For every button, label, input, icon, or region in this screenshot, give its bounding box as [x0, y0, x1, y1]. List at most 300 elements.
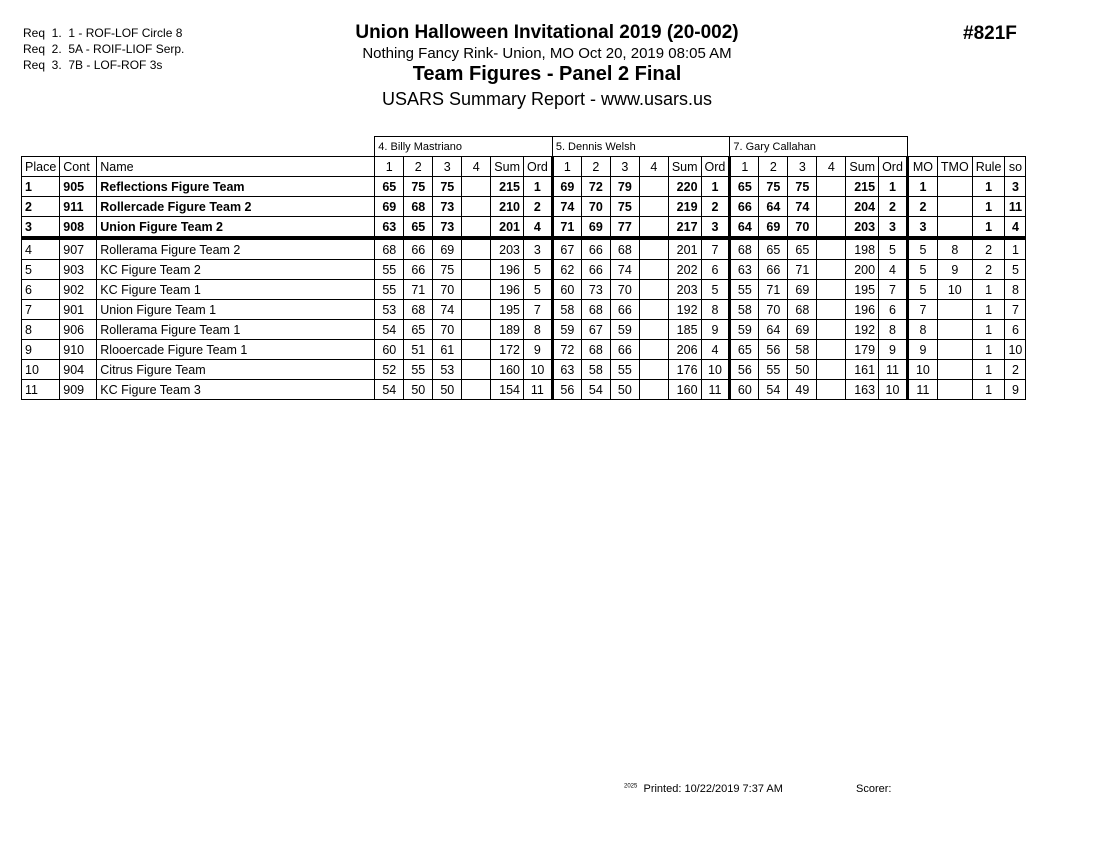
so-cell: 8 — [1005, 280, 1026, 300]
table-row — [22, 217, 1026, 239]
mo-cell: 8 — [907, 320, 937, 340]
score-cell — [462, 320, 491, 340]
col-j3-score-4: 4 — [817, 157, 846, 177]
tmo-cell — [937, 300, 972, 320]
sum-cell: 220 — [668, 177, 701, 197]
score-cell: 73 — [433, 217, 462, 239]
ord-cell: 6 — [701, 260, 730, 280]
event-name: Union Halloween Invitational 2019 (20-002) — [355, 22, 739, 43]
mo-cell: 10 — [907, 360, 937, 380]
score-cell: 70 — [433, 280, 462, 300]
score-cell: 56 — [730, 360, 759, 380]
name-cell: Reflections Figure Team — [97, 177, 375, 197]
rule-cell: 1 — [972, 300, 1005, 320]
table-row — [22, 300, 1026, 320]
score-cell: 74 — [610, 260, 639, 280]
score-cell: 74 — [552, 197, 581, 217]
rule-cell: 1 — [972, 217, 1005, 239]
col-j3-score-3: 3 — [788, 157, 817, 177]
score-cell: 58 — [730, 300, 759, 320]
score-cell: 64 — [759, 197, 788, 217]
col-name: Name — [97, 157, 375, 177]
table-row — [22, 280, 1026, 300]
ord-cell: 9 — [701, 320, 730, 340]
score-cell — [462, 197, 491, 217]
score-cell: 67 — [581, 320, 610, 340]
score-cell: 69 — [759, 217, 788, 239]
score-cell: 66 — [759, 260, 788, 280]
col-j1-score-2: 2 — [404, 157, 433, 177]
col-j2-score-1: 1 — [552, 157, 581, 177]
score-cell: 54 — [581, 380, 610, 400]
score-cell — [639, 238, 668, 260]
tmo-cell — [937, 177, 972, 197]
place-cell: 8 — [22, 320, 60, 340]
score-cell: 69 — [552, 177, 581, 197]
tmo-cell: 9 — [937, 260, 972, 280]
col-j3-score-1: 1 — [730, 157, 759, 177]
ord-cell: 10 — [701, 360, 730, 380]
score-cell: 72 — [552, 340, 581, 360]
print-info — [624, 783, 783, 795]
tmo-cell — [937, 380, 972, 400]
name-cell: Citrus Figure Team — [97, 360, 375, 380]
col-j2-score-4: 4 — [639, 157, 668, 177]
score-cell: 71 — [404, 280, 433, 300]
cont-cell: 908 — [60, 217, 97, 239]
col-j2-ord: Ord — [701, 157, 730, 177]
mo-cell: 9 — [907, 340, 937, 360]
score-cell: 68 — [788, 300, 817, 320]
col-j3-sum: Sum — [846, 157, 879, 177]
score-cell: 70 — [759, 300, 788, 320]
requirement-1: Req 1. 1 - ROF-LOF Circle 8 — [23, 26, 183, 40]
ord-cell: 9 — [879, 340, 908, 360]
place-cell: 11 — [22, 380, 60, 400]
tmo-cell — [937, 360, 972, 380]
ord-cell: 6 — [879, 300, 908, 320]
cont-cell: 906 — [60, 320, 97, 340]
version-stamp: 2025 — [624, 783, 638, 790]
score-cell: 75 — [788, 177, 817, 197]
score-cell — [639, 217, 668, 239]
rule-cell: 1 — [972, 380, 1005, 400]
ord-cell: 2 — [523, 197, 552, 217]
cont-cell: 904 — [60, 360, 97, 380]
ord-cell: 11 — [701, 380, 730, 400]
score-cell: 65 — [759, 238, 788, 260]
score-cell — [639, 360, 668, 380]
so-cell: 10 — [1005, 340, 1026, 360]
tmo-cell: 8 — [937, 238, 972, 260]
score-cell — [817, 260, 846, 280]
score-cell: 70 — [581, 197, 610, 217]
mo-cell: 2 — [907, 197, 937, 217]
scorer-label: Scorer: — [856, 783, 892, 795]
score-cell: 68 — [730, 238, 759, 260]
rule-cell: 1 — [972, 177, 1005, 197]
sum-cell: 154 — [491, 380, 524, 400]
score-cell: 55 — [759, 360, 788, 380]
score-cell — [462, 238, 491, 260]
col-j2-score-3: 3 — [610, 157, 639, 177]
mo-cell: 11 — [907, 380, 937, 400]
ord-cell: 4 — [879, 260, 908, 280]
score-cell: 68 — [581, 300, 610, 320]
table-row — [22, 197, 1026, 217]
ord-cell: 5 — [523, 280, 552, 300]
cont-cell: 910 — [60, 340, 97, 360]
report-code: #821F — [963, 23, 1017, 44]
table-row — [22, 238, 1026, 260]
score-cell: 73 — [581, 280, 610, 300]
sum-cell: 192 — [846, 320, 879, 340]
rule-cell: 1 — [972, 360, 1005, 380]
sum-cell: 196 — [846, 300, 879, 320]
score-cell — [817, 238, 846, 260]
score-cell — [817, 197, 846, 217]
ord-cell: 7 — [879, 280, 908, 300]
judge-header-3: 7. Gary Callahan — [730, 137, 908, 157]
score-cell — [462, 280, 491, 300]
tmo-cell: 10 — [937, 280, 972, 300]
table-row — [22, 340, 1026, 360]
ord-cell: 10 — [523, 360, 552, 380]
score-cell: 50 — [788, 360, 817, 380]
score-cell — [462, 360, 491, 380]
ord-cell: 11 — [523, 380, 552, 400]
score-cell: 54 — [375, 320, 404, 340]
score-cell: 60 — [552, 280, 581, 300]
rule-cell: 2 — [972, 260, 1005, 280]
score-cell: 58 — [552, 300, 581, 320]
col-cont: Cont — [60, 157, 97, 177]
ord-cell: 8 — [879, 320, 908, 340]
sum-cell: 203 — [846, 217, 879, 239]
mo-cell: 3 — [907, 217, 937, 239]
sum-cell: 217 — [668, 217, 701, 239]
tmo-cell — [937, 197, 972, 217]
table-row — [22, 177, 1026, 197]
score-cell: 51 — [404, 340, 433, 360]
score-cell — [817, 360, 846, 380]
place-cell: 7 — [22, 300, 60, 320]
score-cell: 66 — [610, 300, 639, 320]
col-j1-score-1: 1 — [375, 157, 404, 177]
printed-date: Printed: 10/22/2019 7:37 AM — [643, 783, 783, 795]
ord-cell: 3 — [523, 238, 552, 260]
sum-cell: 160 — [491, 360, 524, 380]
sum-cell: 192 — [668, 300, 701, 320]
score-cell: 66 — [404, 238, 433, 260]
judge-header-1: 4. Billy Mastriano — [375, 137, 553, 157]
score-cell: 64 — [759, 320, 788, 340]
sum-cell: 189 — [491, 320, 524, 340]
name-cell: Union Figure Team 1 — [97, 300, 375, 320]
score-cell: 59 — [552, 320, 581, 340]
requirement-3: Req 3. 7B - LOF-ROF 3s — [23, 58, 163, 72]
score-cell: 52 — [375, 360, 404, 380]
sum-cell: 200 — [846, 260, 879, 280]
score-cell — [639, 320, 668, 340]
judge-header-2: 5. Dennis Welsh — [552, 137, 730, 157]
score-cell: 66 — [581, 260, 610, 280]
col-so: so — [1005, 157, 1026, 177]
score-cell: 75 — [404, 177, 433, 197]
score-cell: 65 — [730, 177, 759, 197]
sum-cell: 201 — [668, 238, 701, 260]
score-cell — [639, 177, 668, 197]
col-rule: Rule — [972, 157, 1005, 177]
score-cell: 70 — [433, 320, 462, 340]
place-cell: 2 — [22, 197, 60, 217]
mo-cell: 7 — [907, 300, 937, 320]
score-cell: 63 — [552, 360, 581, 380]
score-cell: 61 — [433, 340, 462, 360]
col-mo: MO — [907, 157, 937, 177]
score-cell: 54 — [375, 380, 404, 400]
rule-cell: 1 — [972, 197, 1005, 217]
tmo-cell — [937, 340, 972, 360]
sum-cell: 160 — [668, 380, 701, 400]
score-cell: 60 — [375, 340, 404, 360]
score-cell — [817, 300, 846, 320]
cont-cell: 905 — [60, 177, 97, 197]
table-row — [22, 320, 1026, 340]
place-cell: 10 — [22, 360, 60, 380]
report-title: USARS Summary Report - www.usars.us — [381, 89, 713, 109]
score-cell: 53 — [433, 360, 462, 380]
tmo-cell — [937, 320, 972, 340]
score-cell — [817, 177, 846, 197]
place-cell: 6 — [22, 280, 60, 300]
name-cell: Rollerama Figure Team 2 — [97, 238, 375, 260]
score-cell: 75 — [759, 177, 788, 197]
cont-cell: 907 — [60, 238, 97, 260]
score-cell — [817, 280, 846, 300]
sum-cell: 215 — [491, 177, 524, 197]
sum-cell: 210 — [491, 197, 524, 217]
score-cell: 69 — [375, 197, 404, 217]
score-cell: 65 — [730, 340, 759, 360]
score-cell — [817, 380, 846, 400]
score-cell: 72 — [581, 177, 610, 197]
sum-cell: 172 — [491, 340, 524, 360]
score-cell: 75 — [433, 260, 462, 280]
score-cell: 65 — [404, 217, 433, 239]
score-cell — [639, 197, 668, 217]
score-cell — [462, 300, 491, 320]
sum-cell: 176 — [668, 360, 701, 380]
score-cell: 73 — [433, 197, 462, 217]
score-cell — [639, 260, 668, 280]
rule-cell: 1 — [972, 320, 1005, 340]
score-cell — [462, 217, 491, 239]
score-cell: 59 — [730, 320, 759, 340]
score-cell: 58 — [581, 360, 610, 380]
so-cell: 11 — [1005, 197, 1026, 217]
place-cell: 1 — [22, 177, 60, 197]
score-cell: 66 — [404, 260, 433, 280]
ord-cell: 5 — [879, 238, 908, 260]
score-cell: 71 — [552, 217, 581, 239]
cont-cell: 909 — [60, 380, 97, 400]
ord-cell: 5 — [523, 260, 552, 280]
score-cell: 55 — [375, 280, 404, 300]
cont-cell: 902 — [60, 280, 97, 300]
score-cell: 56 — [552, 380, 581, 400]
score-cell: 55 — [404, 360, 433, 380]
ord-cell: 4 — [523, 217, 552, 239]
mo-cell: 5 — [907, 280, 937, 300]
score-cell: 75 — [433, 177, 462, 197]
sum-cell: 195 — [846, 280, 879, 300]
sum-cell: 219 — [668, 197, 701, 217]
score-cell — [462, 177, 491, 197]
score-cell: 55 — [610, 360, 639, 380]
rule-cell: 1 — [972, 280, 1005, 300]
so-cell: 4 — [1005, 217, 1026, 239]
score-cell: 66 — [581, 238, 610, 260]
ord-cell: 1 — [879, 177, 908, 197]
score-cell: 69 — [433, 238, 462, 260]
score-cell — [462, 260, 491, 280]
sum-cell: 202 — [668, 260, 701, 280]
score-cell: 53 — [375, 300, 404, 320]
ord-cell: 5 — [701, 280, 730, 300]
so-cell: 5 — [1005, 260, 1026, 280]
name-cell: Union Figure Team 2 — [97, 217, 375, 239]
ord-cell: 8 — [523, 320, 552, 340]
col-j1-score-4: 4 — [462, 157, 491, 177]
score-cell: 55 — [375, 260, 404, 280]
sum-cell: 161 — [846, 360, 879, 380]
score-cell: 64 — [730, 217, 759, 239]
score-cell: 58 — [788, 340, 817, 360]
col-j2-sum: Sum — [668, 157, 701, 177]
score-cell: 69 — [581, 217, 610, 239]
ord-cell: 3 — [701, 217, 730, 239]
table-row — [22, 360, 1026, 380]
place-cell: 5 — [22, 260, 60, 280]
sum-cell: 203 — [668, 280, 701, 300]
score-cell: 71 — [759, 280, 788, 300]
ord-cell: 7 — [701, 238, 730, 260]
score-cell: 62 — [552, 260, 581, 280]
sum-cell: 215 — [846, 177, 879, 197]
name-cell: KC Figure Team 2 — [97, 260, 375, 280]
score-cell: 65 — [375, 177, 404, 197]
score-cell: 65 — [404, 320, 433, 340]
venue-line: Nothing Fancy Rink- Union, MO Oct 20, 2019 08:05 AM — [362, 45, 732, 62]
score-cell: 71 — [788, 260, 817, 280]
sum-cell: 185 — [668, 320, 701, 340]
ord-cell: 1 — [701, 177, 730, 197]
score-cell: 66 — [730, 197, 759, 217]
mo-cell: 1 — [907, 177, 937, 197]
score-cell: 59 — [610, 320, 639, 340]
so-cell: 7 — [1005, 300, 1026, 320]
score-cell: 68 — [581, 340, 610, 360]
cont-cell: 911 — [60, 197, 97, 217]
sum-cell: 196 — [491, 280, 524, 300]
ord-cell: 2 — [879, 197, 908, 217]
score-cell — [462, 340, 491, 360]
col-j3-ord: Ord — [879, 157, 908, 177]
cont-cell: 901 — [60, 300, 97, 320]
score-cell: 56 — [759, 340, 788, 360]
event-title: Team Figures - Panel 2 Final — [412, 63, 682, 85]
col-place: Place — [22, 157, 60, 177]
score-cell: 77 — [610, 217, 639, 239]
score-cell: 68 — [375, 238, 404, 260]
place-cell: 9 — [22, 340, 60, 360]
score-cell — [639, 340, 668, 360]
mo-cell: 5 — [907, 260, 937, 280]
score-cell: 49 — [788, 380, 817, 400]
score-cell: 79 — [610, 177, 639, 197]
col-j1-score-3: 3 — [433, 157, 462, 177]
so-cell: 1 — [1005, 238, 1026, 260]
so-cell: 6 — [1005, 320, 1026, 340]
score-cell: 63 — [730, 260, 759, 280]
name-cell: KC Figure Team 1 — [97, 280, 375, 300]
ord-cell: 2 — [701, 197, 730, 217]
name-cell: Rollercade Figure Team 2 — [97, 197, 375, 217]
score-cell: 55 — [730, 280, 759, 300]
score-cell: 69 — [788, 280, 817, 300]
column-header-row — [22, 157, 1026, 177]
col-j1-ord: Ord — [523, 157, 552, 177]
ord-cell: 4 — [701, 340, 730, 360]
score-cell: 69 — [788, 320, 817, 340]
table-row — [22, 260, 1026, 280]
so-cell: 2 — [1005, 360, 1026, 380]
score-cell — [817, 217, 846, 239]
col-j1-sum: Sum — [491, 157, 524, 177]
score-cell: 68 — [404, 300, 433, 320]
sum-cell: 206 — [668, 340, 701, 360]
ord-cell: 11 — [879, 360, 908, 380]
ord-cell: 8 — [701, 300, 730, 320]
col-j3-score-2: 2 — [759, 157, 788, 177]
score-cell: 54 — [759, 380, 788, 400]
rule-cell: 2 — [972, 238, 1005, 260]
results-body — [22, 177, 1026, 400]
score-cell: 67 — [552, 238, 581, 260]
results-table — [21, 136, 1026, 400]
place-cell: 4 — [22, 238, 60, 260]
sum-cell: 196 — [491, 260, 524, 280]
col-j2-score-2: 2 — [581, 157, 610, 177]
name-cell: Rollerama Figure Team 1 — [97, 320, 375, 340]
mo-cell: 5 — [907, 238, 937, 260]
sum-cell: 203 — [491, 238, 524, 260]
ord-cell: 10 — [879, 380, 908, 400]
sum-cell: 179 — [846, 340, 879, 360]
place-cell: 3 — [22, 217, 60, 239]
score-cell — [639, 300, 668, 320]
score-cell: 66 — [610, 340, 639, 360]
name-cell: KC Figure Team 3 — [97, 380, 375, 400]
sum-cell: 204 — [846, 197, 879, 217]
score-cell: 68 — [404, 197, 433, 217]
score-cell — [817, 340, 846, 360]
sum-cell: 201 — [491, 217, 524, 239]
score-cell: 50 — [404, 380, 433, 400]
tmo-cell — [937, 217, 972, 239]
score-cell: 68 — [610, 238, 639, 260]
